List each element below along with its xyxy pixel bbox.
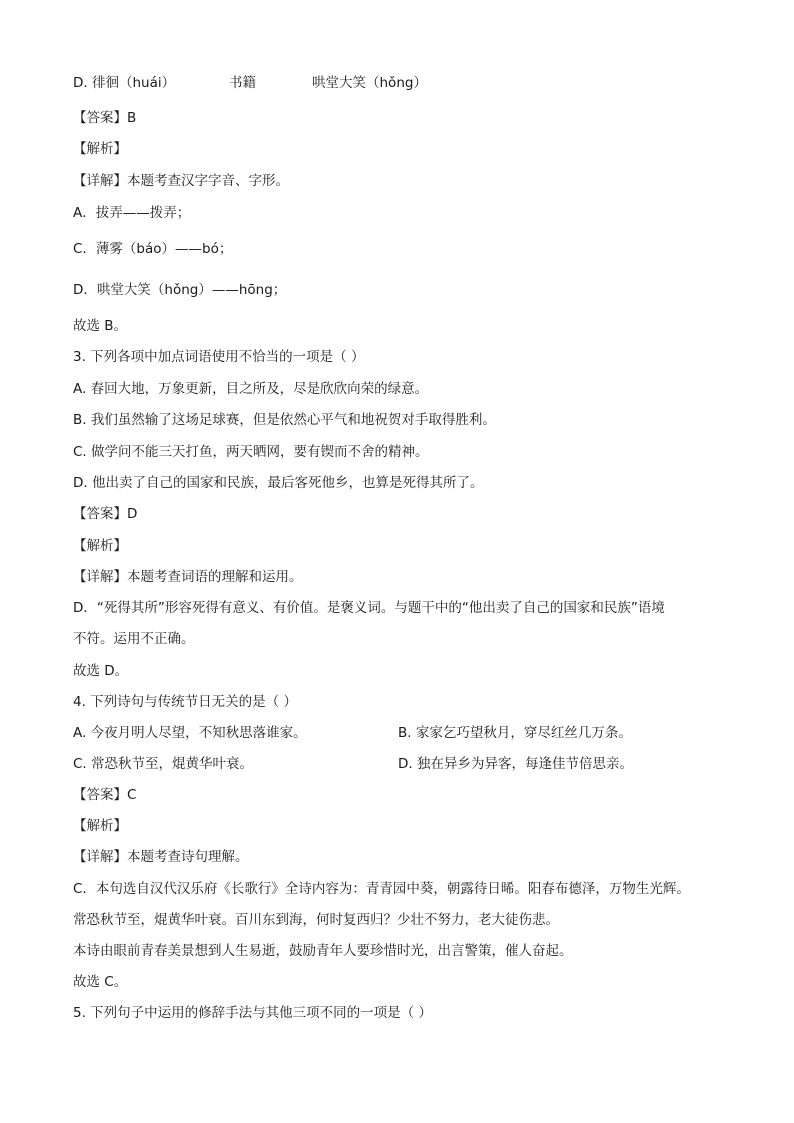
q2-explain-d: D．哄堂大笑（hǒng）——hōng；: [73, 282, 287, 298]
q2-option-d-label: D. 徘徊（huái）: [73, 75, 176, 91]
q2-explain-a: A．拔弄——拨弄；: [73, 205, 191, 221]
q4-answer: 【答案】C: [73, 787, 137, 803]
q2-option-d-word2: 书籍: [229, 75, 256, 91]
q3-analysis-head: 【解析】: [73, 538, 127, 554]
q3-explain-1: D．“死得其所”形容死得有意义、有价值。是褒义词。与题干中的“他出卖了自己的国家和民族”语境: [73, 600, 665, 616]
q4-conclusion: 故选 C。: [73, 974, 128, 990]
q3-option-d: D. 他出卖了自己的国家和民族，最后客死他乡，也算是死得其所了。: [73, 475, 484, 491]
q3-detail: 【详解】本题考查词语的理解和运用。: [73, 569, 303, 585]
q4-explain-3: 本诗由眼前青春美景想到人生易逝，鼓励青年人要珍惜时光，出言警策，催人奋起。: [73, 943, 573, 959]
q2-conclusion: 故选 B。: [73, 318, 128, 334]
q2-answer: 【答案】B: [73, 110, 137, 126]
q4-option-c: C. 常恐秋节至，焜黄华叶衰。: [73, 756, 254, 772]
q4-option-d: D. 独在异乡为异客，每逢佳节倍思亲。: [398, 756, 633, 772]
q4-option-b: B. 家家乞巧望秋月，穿尽红丝几万条。: [398, 725, 632, 741]
q5-question: 5. 下列句子中运用的修辞手法与其他三项不同的一项是（ ）: [73, 1005, 432, 1021]
q3-option-c: C. 做学问不能三天打鱼，两天晒网，要有锲而不舍的精神。: [73, 444, 429, 460]
q3-answer: 【答案】D: [73, 506, 138, 522]
q2-detail: 【详解】本题考查汉字字音、字形。: [73, 173, 289, 189]
q4-explain-1: C．本句选自汉代汉乐府《长歌行》全诗内容为：青青园中葵，朝露待日晞。阳春布德泽，万物生光辉。: [73, 881, 690, 897]
q2-explain-c: C．薄雾（báo）——bó；: [73, 241, 233, 257]
q3-conclusion: 故选 D。: [73, 663, 129, 679]
q3-option-b: B. 我们虽然输了这场足球赛，但是依然心平气和地祝贺对手取得胜利。: [73, 412, 496, 428]
q4-analysis-head: 【解析】: [73, 818, 127, 834]
q3-option-a: A. 春回大地，万象更新，目之所及，尽是欣欣向荣的绿意。: [73, 381, 429, 397]
q3-question: 3. 下列各项中加点词语使用不恰当的一项是（ ）: [73, 349, 365, 365]
q2-option-d-word3: 哄堂大笑（hǒng）: [312, 75, 427, 91]
q4-detail: 【详解】本题考查诗句理解。: [73, 849, 249, 865]
q4-explain-2: 常恐秋节至，焜黄华叶衰。百川东到海，何时复西归？少壮不努力，老大徒伤悲。: [73, 912, 559, 928]
q2-analysis-head: 【解析】: [73, 141, 127, 157]
q4-option-a: A. 今夜月明人尽望，不知秋思落谁家。: [73, 725, 307, 741]
q3-explain-2: 不符。运用不正确。: [73, 631, 195, 647]
q4-question: 4. 下列诗句与传统节日无关的是（ ）: [73, 694, 297, 710]
